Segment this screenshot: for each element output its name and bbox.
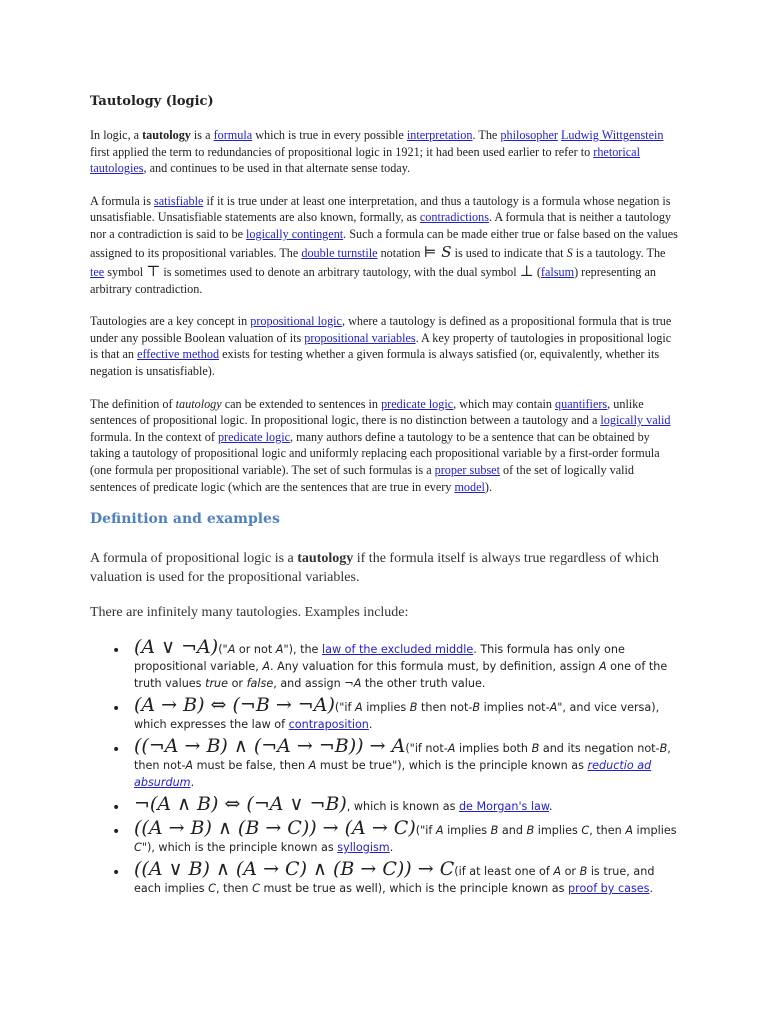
- bullet-icon: •: [112, 701, 121, 718]
- italic-var: C: [581, 824, 590, 838]
- text: (: [533, 264, 541, 279]
- text: notation: [377, 245, 424, 260]
- text: .: [190, 776, 195, 790]
- text: . Such a formula can be made either true or false based on the values assigned to its propositional variables. The: [90, 226, 678, 260]
- text: ("if not-: [405, 742, 448, 756]
- text: then not-: [417, 701, 473, 715]
- link-interpretation[interactable]: interpretation: [406, 128, 473, 142]
- bullet-icon: •: [112, 643, 121, 660]
- list-item: [90, 819, 680, 856]
- italic-var: A: [447, 742, 456, 756]
- italic-var: B: [579, 865, 588, 879]
- text: if it is true under at least one interpretation, and thus a tautology is a formula whose negation is unsatisfiable. Unsatisfiable statements are also known, formally, as: [90, 193, 671, 225]
- link-syllogism[interactable]: syllogism: [337, 841, 390, 855]
- text: ).: [484, 479, 493, 494]
- text: A formula is: [90, 193, 154, 208]
- italic-var: A: [308, 759, 317, 773]
- turnstile-math: ⊨ S: [423, 242, 452, 261]
- link-propositional-logic[interactable]: propositional logic: [250, 314, 342, 329]
- document: [90, 94, 680, 901]
- link-proof-by-cases[interactable]: proof by cases: [568, 882, 650, 896]
- text: must be false, then: [193, 759, 309, 773]
- italic-var: B: [659, 742, 668, 756]
- link-rhetorical-tautologies[interactable]: rhetorical tautologies: [90, 144, 640, 176]
- text: , then: [215, 882, 253, 896]
- text: or: [561, 865, 580, 879]
- page-title: Tautology (logic): [90, 94, 214, 109]
- formula: (A → B) ⇔ (¬B → ¬A): [134, 694, 335, 717]
- list-item: [90, 795, 680, 815]
- text: ("if: [334, 701, 355, 715]
- italic-var: false: [246, 677, 274, 691]
- math-s: S: [566, 245, 573, 260]
- text: must be true"), which is the principle known as: [316, 759, 588, 773]
- definition-paragraph: [90, 549, 680, 587]
- italic-var: true: [205, 677, 229, 691]
- text: the other truth value.: [361, 677, 486, 691]
- italic-var: A: [185, 759, 194, 773]
- link-philosopher[interactable]: philosopher: [500, 128, 558, 142]
- italic-var: A: [227, 643, 236, 657]
- text: formula. In the context of: [90, 429, 218, 444]
- link-model[interactable]: model: [454, 479, 485, 494]
- text: Tautologies are a key concept in: [90, 314, 251, 329]
- text: . A key property of tautologies in propositional logic is that an: [90, 330, 672, 362]
- italic-var: A: [262, 660, 271, 674]
- text: ) representing an arbitrary contradiction.: [90, 264, 656, 296]
- predicate-paragraph: [90, 396, 680, 496]
- intro-paragraph: [90, 127, 680, 177]
- text: or: [228, 677, 247, 691]
- text: is used to indicate that: [451, 245, 567, 260]
- text: . This formula has only one propositional variable,: [134, 643, 625, 674]
- examples-intro: There are infinitely many tautologies. Examples include:: [90, 605, 409, 621]
- link-quantifiers[interactable]: quantifiers: [555, 396, 608, 411]
- list-item: [90, 737, 680, 791]
- text: .: [368, 718, 373, 732]
- italic-var: A: [553, 865, 562, 879]
- bullet-icon: •: [112, 742, 121, 759]
- link-de-morgans-law[interactable]: de Morgan's law: [458, 800, 549, 814]
- text: which is true in every possible: [252, 128, 407, 142]
- text: , unlike sentences of propositional logic. In propositional logic, there is no distinction between a tautology and a: [90, 396, 644, 428]
- text: . Any valuation for this formula must, by definition, assign: [270, 660, 599, 674]
- text: if the formula itself is always true regardless of which valuation is used for the propositional variables.: [90, 551, 659, 586]
- text: symbol: [104, 264, 147, 279]
- formula: ¬(A ∧ B) ⇔ (¬A ∨ ¬B): [134, 793, 347, 816]
- link-contradictions[interactable]: contradictions: [419, 210, 489, 225]
- text: is a: [190, 128, 214, 142]
- text: , and assign ¬: [273, 677, 354, 691]
- text: , which may contain: [453, 396, 556, 411]
- italic-var: A: [435, 824, 444, 838]
- italic-var: C: [208, 882, 216, 896]
- text: . A formula that is neither a tautology nor a contradiction is said to be: [90, 210, 672, 241]
- satisfiable-paragraph: [90, 193, 680, 297]
- italic-var: B: [409, 701, 418, 715]
- link-predicate-logic-2[interactable]: predicate logic: [217, 429, 291, 444]
- text: implies: [362, 701, 410, 715]
- list-item: [90, 638, 680, 692]
- text: is sometimes used to denote an arbitrary tautology, with the dual symbol: [160, 264, 520, 279]
- link-effective-method[interactable]: effective method: [137, 347, 220, 362]
- italic-var: A: [354, 701, 363, 715]
- propositional-paragraph: [90, 313, 680, 379]
- italic-var: A: [275, 643, 284, 657]
- link-predicate-logic[interactable]: predicate logic: [381, 396, 454, 411]
- text: , then not-: [134, 742, 671, 773]
- text: can be extended to sentences in: [221, 396, 382, 411]
- text: or not: [235, 643, 276, 657]
- text: and its negation not-: [539, 742, 660, 756]
- text: .: [389, 841, 394, 855]
- link-falsum[interactable]: falsum: [540, 264, 575, 279]
- text: "), which is the principle known as: [141, 841, 338, 855]
- italic-var: B: [490, 824, 499, 838]
- text: , many authors define a tautology to be a sentence that can be obtained by taking a tautology of propositional logic and uniformly replacing each propositional variable by a first-order formula (one formula per propositional variable). The set of such formulas is a: [90, 429, 660, 477]
- italic-term: tautology: [175, 396, 222, 411]
- italic-var: B: [531, 742, 540, 756]
- link-propositional-variables[interactable]: propositional variables: [304, 330, 416, 345]
- link-tee[interactable]: tee: [90, 264, 105, 279]
- bold-term: tautology: [142, 128, 191, 142]
- text: implies both: [455, 742, 532, 756]
- formula: (A ∨ ¬A): [134, 636, 219, 659]
- text: is true, and each implies: [134, 865, 655, 896]
- list-item: [90, 860, 680, 897]
- text: In logic, a: [90, 128, 143, 142]
- list-item: [90, 696, 680, 733]
- italic-var: C: [134, 841, 142, 855]
- text: implies: [443, 824, 491, 838]
- text: exists for testing whether a given formula is always satisfied (or, equivalently, whether its negation is unsatisfiable).: [90, 347, 660, 378]
- text: must be true as well), which is the principle known as: [259, 882, 569, 896]
- text: ", and vice versa), which expresses the law of: [134, 701, 660, 732]
- formula: ((¬A → B) ∧ (¬A → ¬B)) → A: [134, 735, 406, 758]
- link-reductio-ad-absurdum[interactable]: reductio ad absurdum: [134, 759, 652, 790]
- text: ("if: [415, 824, 436, 838]
- text: implies: [534, 824, 582, 838]
- text: .: [649, 882, 654, 896]
- italic-var: A: [549, 701, 558, 715]
- link-excluded-middle[interactable]: law of the excluded middle: [322, 643, 474, 657]
- formula: ((A → B) ∧ (B → C)) → (A → C): [134, 817, 416, 840]
- link-logically-contingent[interactable]: logically contingent: [246, 226, 344, 241]
- italic-var: A: [598, 660, 607, 674]
- text: and: [498, 824, 527, 838]
- link-formula[interactable]: formula: [213, 128, 253, 142]
- bullet-icon: •: [112, 865, 121, 882]
- link-double-turnstile[interactable]: double turnstile: [301, 245, 378, 260]
- italic-var: A: [353, 677, 362, 691]
- text: , where a tautology is defined as a propositional formula that is true under any possible Boolean valuation of its: [90, 314, 672, 345]
- bold-term: tautology: [297, 551, 354, 567]
- tee-symbol: ⊤: [146, 261, 161, 280]
- text: . The: [472, 128, 501, 142]
- text: "), the: [283, 643, 322, 657]
- italic-var: B: [472, 701, 481, 715]
- italic-var: C: [252, 882, 260, 896]
- link-satisfiable[interactable]: satisfiable: [153, 193, 204, 208]
- text: , which is known as: [346, 800, 459, 814]
- text: of the set of logically valid sentences of predicate logic (which are the sentences that are true in every: [90, 462, 635, 494]
- text: first applied the term to redundancies of propositional logic in 1921; it had been used earlier to refer to: [90, 144, 594, 159]
- text: implies: [632, 824, 677, 838]
- text: A formula of propositional logic is a: [90, 551, 298, 567]
- link-wittgenstein[interactable]: Ludwig Wittgenstein: [560, 128, 664, 142]
- text: , then: [589, 824, 626, 838]
- text: is a tautology. The: [572, 245, 666, 260]
- section-heading: Definition and examples: [90, 511, 280, 528]
- link-logically-valid[interactable]: logically valid: [600, 413, 671, 428]
- text: .: [549, 800, 553, 814]
- text: The definition of: [90, 396, 176, 411]
- examples-list: [90, 638, 680, 897]
- text: (if at least one of: [454, 865, 554, 879]
- text: implies not-: [480, 701, 550, 715]
- bullet-icon: •: [112, 800, 121, 817]
- italic-var: A: [625, 824, 633, 838]
- formula: ((A ∨ B) ∧ (A → C) ∧ (B → C)) → C: [134, 858, 455, 881]
- link-contraposition[interactable]: contraposition: [288, 718, 369, 732]
- text: one of the truth values: [134, 660, 668, 691]
- text: , and continues to be used in that alternate sense today.: [143, 161, 411, 176]
- link-proper-subset[interactable]: proper subset: [434, 462, 500, 477]
- text: (": [218, 643, 228, 657]
- bullet-icon: •: [112, 824, 121, 841]
- falsum-symbol: ⊥: [519, 261, 534, 280]
- italic-var: B: [526, 824, 535, 838]
